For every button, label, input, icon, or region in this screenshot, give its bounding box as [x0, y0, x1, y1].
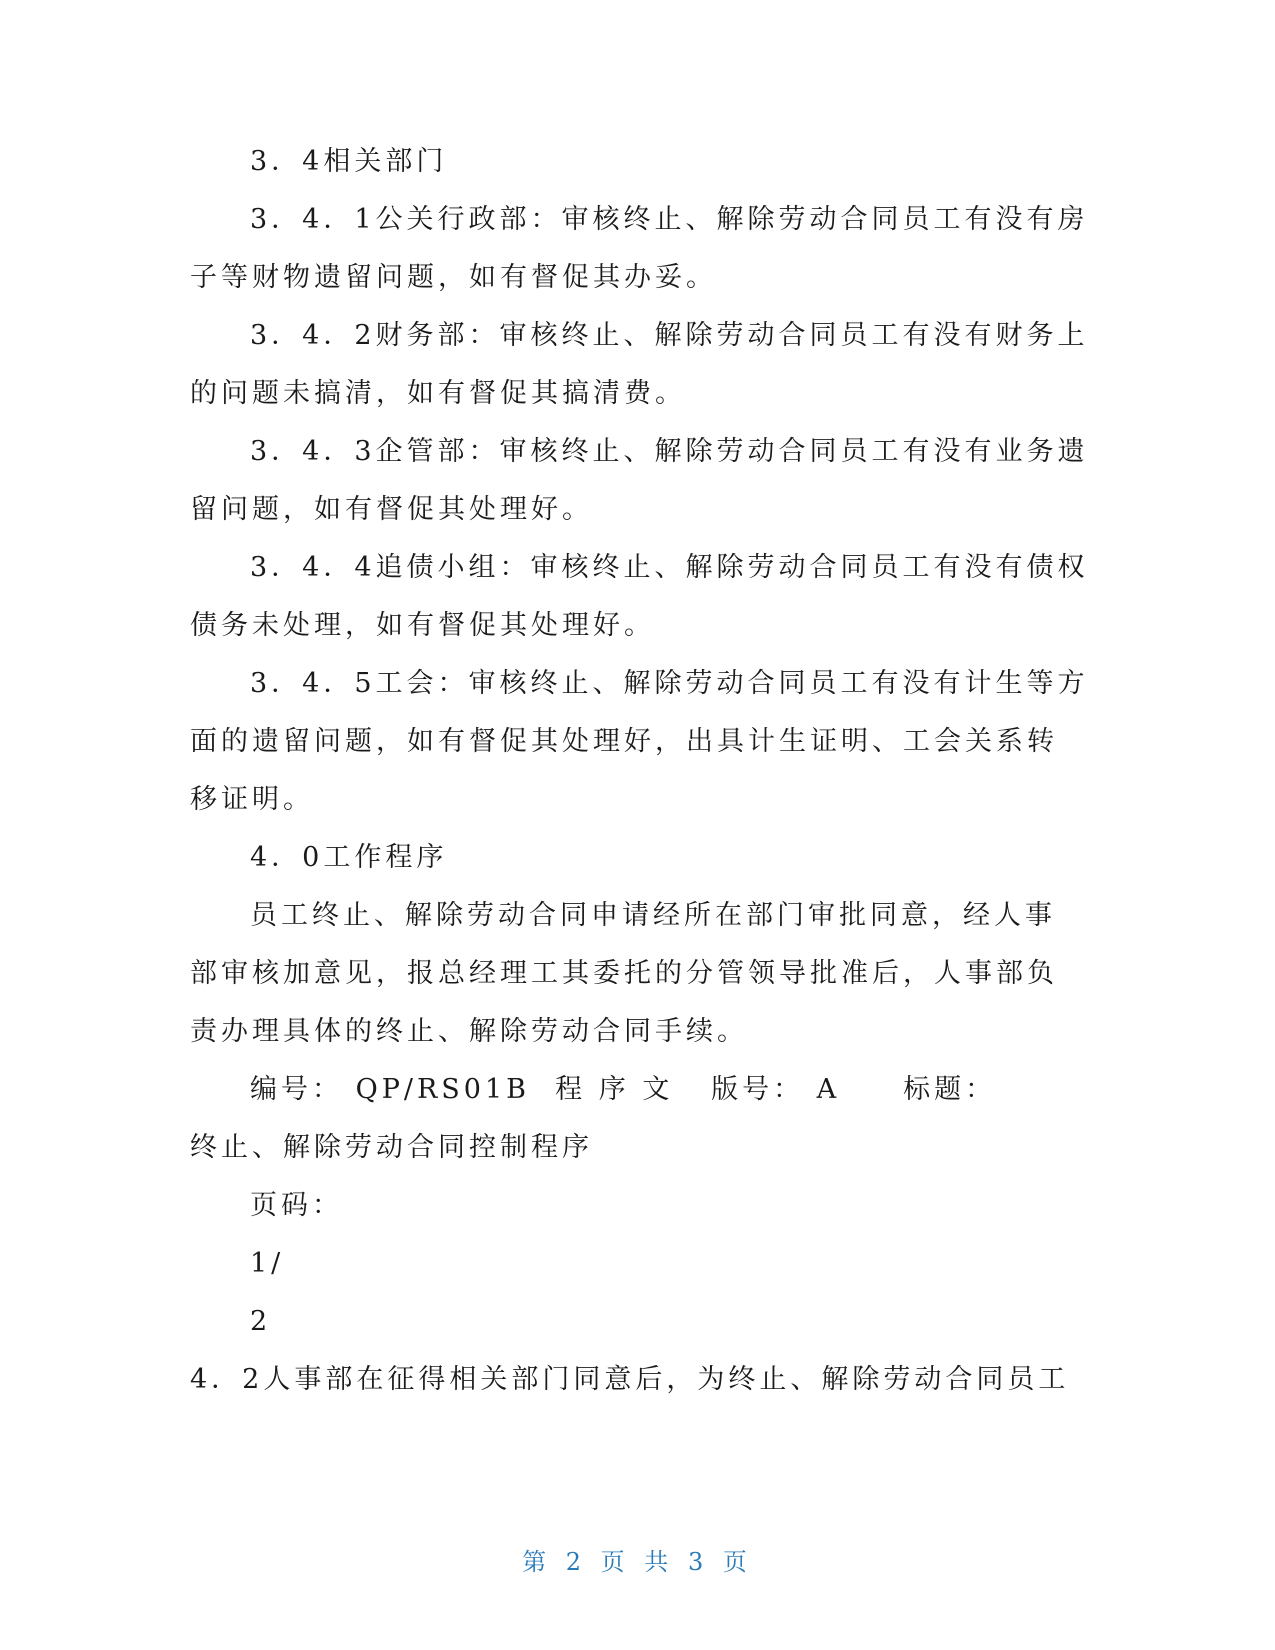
paragraph-3-4-1-line-2: 子等财物遗留问题，如有督促其办妥。: [190, 262, 717, 293]
section-heading-3-4: 3．4相关部门: [250, 146, 448, 177]
doc-title-line: 终止、解除劳动合同控制程序: [190, 1132, 593, 1163]
paragraph-4-0-line-1: 员工终止、解除劳动合同申请经所在部门审批同意，经人事: [250, 900, 1056, 931]
paragraph-3-4-2-line-1: 3．4．2财务部：审核终止、解除劳动合同员工有没有财务上: [250, 320, 1089, 351]
paragraph-3-4-2-line-2: 的问题未搞清，如有督促其搞清费。: [190, 378, 686, 409]
paragraph-3-4-4-line-2: 债务未处理，如有督促其处理好。: [190, 610, 655, 641]
page-code-numerator: 1/: [250, 1248, 285, 1279]
page-code-label: 页码：: [250, 1190, 343, 1221]
page-footer: 第 2 页 共 3 页: [522, 1548, 753, 1576]
paragraph-3-4-4-line-1: 3．4．4追债小组：审核终止、解除劳动合同员工有没有债权: [250, 552, 1089, 583]
paragraph-3-4-3-line-1: 3．4．3企管部：审核终止、解除劳动合同员工有没有业务遗: [250, 436, 1089, 467]
doc-header-info: 编号： QP/RS01B 程 序 文 版号： A 标题：: [250, 1074, 997, 1105]
paragraph-3-4-1-line-1: 3．4．1公关行政部：审核终止、解除劳动合同员工有没有房: [250, 204, 1089, 235]
paragraph-3-4-3-line-2: 留问题，如有督促其处理好。: [190, 494, 593, 525]
page-code-denominator: 2: [250, 1306, 272, 1337]
paragraph-4-2-line-1: 4．2人事部在征得相关部门同意后，为终止、解除劳动合同员工: [190, 1364, 1070, 1395]
paragraph-3-4-5-line-1: 3．4．5工会：审核终止、解除劳动合同员工有没有计生等方: [250, 668, 1089, 699]
paragraph-3-4-5-line-3: 移证明。: [190, 784, 314, 815]
section-heading-4-0: 4．0工作程序: [250, 842, 448, 873]
paragraph-3-4-5-line-2: 面的遗留问题，如有督促其处理好，出具计生证明、工会关系转: [190, 726, 1058, 757]
paragraph-4-0-line-3: 责办理具体的终止、解除劳动合同手续。: [190, 1016, 748, 1047]
paragraph-4-0-line-2: 部审核加意见，报总经理工其委托的分管领导批准后，人事部负: [190, 958, 1058, 989]
